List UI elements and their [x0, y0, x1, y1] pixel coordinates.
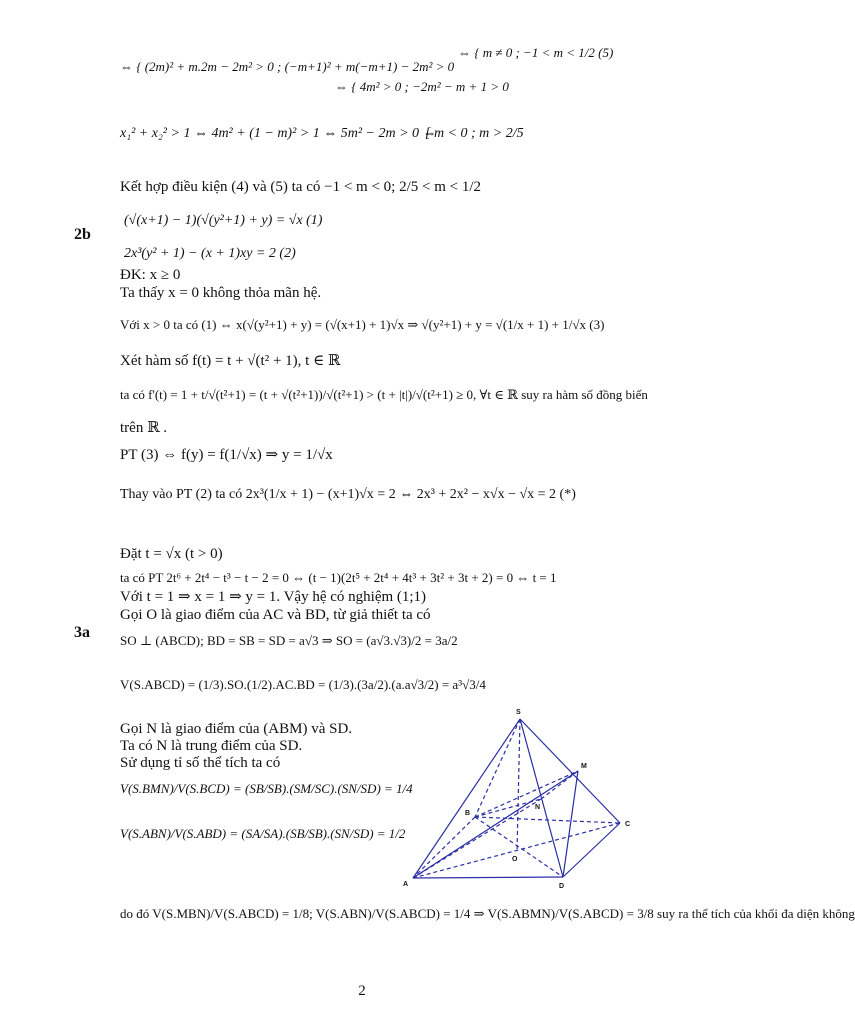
sum-squares-line: x₁² + x₂² > 1 ⇔ 4m² + (1 − m)² > 1 ⇔ 5m² − 2m > 0 ⇔	[120, 126, 437, 141]
x-zero-check: Ta thấy x = 0 không thỏa mãn hệ.	[120, 285, 322, 301]
edge-SO	[517, 719, 520, 852]
point-S: S	[516, 709, 521, 716]
set-t-line: Đặt t = √x (t > 0)	[120, 546, 223, 562]
point-D: D	[559, 883, 565, 890]
equation-2: 2x³(y² + 1) − (x + 1)xy = 2 (2)	[124, 246, 296, 261]
on-reals: trên ℝ .	[120, 420, 168, 436]
derivative-line: ta có f'(t) = 1 + t/√(t²+1) = (t + √(t²+1))/√(t²+1) > (t + |t|)/√(t²+1) ≥ 0, ∀t ∈ ℝ suy ra hàm số đồng biến	[120, 387, 648, 402]
edge-AM	[413, 771, 578, 878]
equation-1: (√(x+1) − 1)(√(y²+1) + y) = √x (1)	[124, 213, 323, 228]
transform-eq1: Với x > 0 ta có (1) ⇔ x(√(y²+1) + y) = (√(x+1) + 1)√x ⇒ √(y²+1) + y = √(1/x + 1) + 1/√x (3)	[120, 317, 605, 332]
point-O: O	[512, 856, 518, 863]
ratio-abn: V(S.ABN)/V(S.ABD) = (SA/SA).(SB/SB).(SN/SD) = 1/2	[120, 826, 406, 841]
section-label-2b: 2b	[74, 226, 91, 243]
function-def: Xét hàm số f(t) = t + √(t² + 1), t ∈ ℝ	[120, 353, 341, 369]
sum-squares-cases: [ m < 0 ; m > 2/5	[425, 126, 524, 141]
substitute-line: Thay vào PT (2) ta có 2x³(1/x + 1) − (x+1)√x = 2 ⇔ 2x³ + 2x² − x√x − √x = 2 (*)	[120, 487, 576, 502]
conclusion-line: do đó V(S.MBN)/V(S.ABCD) = 1/8; V(S.ABN)/V(S.ABCD) = 1/4 ⇒ V(S.ABMN)/V(S.ABCD) = 3/8 suy ra thể tích của khối đa diện không	[120, 906, 855, 921]
solution-line: Với t = 1 ⇒ x = 1 ⇒ y = 1. Vậy hệ có nghiệm (1;1)	[120, 589, 427, 605]
edge-BD	[475, 817, 563, 877]
edge-SB	[475, 719, 520, 817]
point-B: B	[465, 810, 471, 817]
ratio-intro: Sử dụng tỉ số thể tích ta có	[120, 755, 281, 771]
define-N-line: Gọi N là giao điểm của (ABM) và SD.	[120, 721, 353, 737]
volume-line: V(S.ABCD) = (1/3).SO.(1/2).AC.BD = (1/3).(3a/2).(a.a√3/2) = a³√3/4	[120, 677, 486, 692]
ratio-bmn: V(S.BMN)/V(S.BCD) = (SB/SB).(SM/SC).(SN/SD) = 1/4	[120, 781, 413, 796]
edge-MD	[563, 771, 578, 877]
system-row-1a: ⇔ { (2m)² + m.2m − 2m² > 0 ; (−m+1)² + m(−m+1) − 2m² > 0	[120, 59, 455, 74]
N-midpoint-line: Ta có N là trung điểm của SD.	[120, 738, 303, 754]
so-line: SO ⊥ (ABCD); BD = SB = SD = a√3 ⇒ SO = (a√3.√3)/2 = 3a/2	[120, 633, 458, 648]
edge-AN	[413, 799, 541, 878]
section-label-3a: 3a	[74, 624, 90, 641]
point-C: C	[625, 821, 631, 828]
combine-conditions: Kết hợp điều kiện (4) và (5) ta có −1 < m < 0; 2/5 < m < 1/2	[120, 179, 481, 195]
edge-BA	[413, 817, 475, 878]
point-N: N	[535, 804, 541, 811]
system-row-1b: ⇔ { 4m² > 0 ; −2m² − m + 1 > 0	[335, 79, 509, 94]
polynomial-line: ta có PT 2t⁶ + 2t⁴ − t³ − t − 2 = 0 ⇔ (t − 1)(2t⁵ + 2t⁴ + 4t³ + 3t² + 3t + 2) = 0 ⇔ t = 1	[120, 570, 557, 585]
edge-BM	[475, 771, 578, 817]
point-M: M	[581, 763, 587, 770]
pt3-line: PT (3) ⇔ f(y) = f(1/√x) ⇒ y = 1/√x	[120, 447, 333, 463]
edge-AD	[413, 877, 563, 878]
point-A: A	[403, 881, 409, 888]
domain-condition: ĐK: x ≥ 0	[120, 267, 181, 283]
define-O-line: Gọi O là giao điểm của AC và BD, từ giả thiết ta có	[120, 607, 431, 623]
pyramid-figure	[395, 705, 645, 895]
page-number: 2	[358, 983, 366, 999]
system-row-1c: ⇔ { m ≠ 0 ; −1 < m < 1/2 (5)	[458, 45, 614, 60]
